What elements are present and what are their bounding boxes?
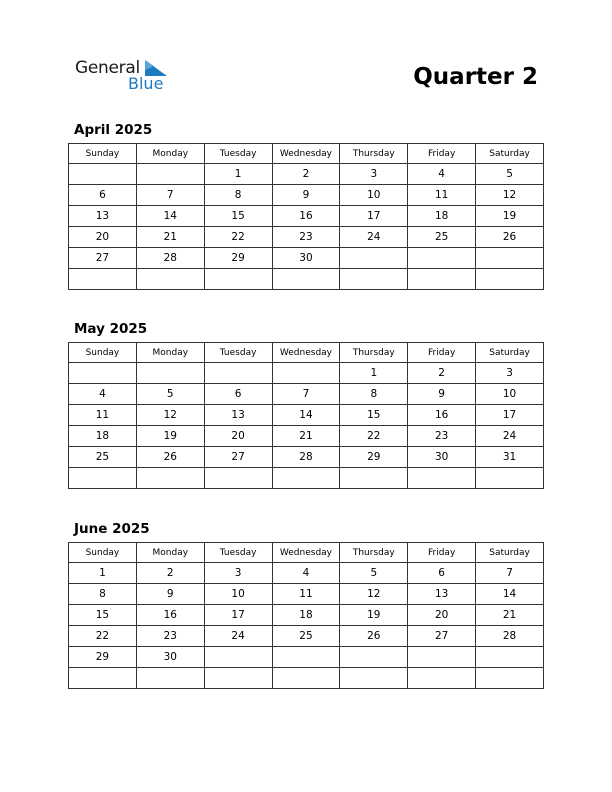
logo-text-blue: Blue (128, 74, 164, 93)
day-cell: 29 (340, 447, 408, 468)
day-cell (136, 164, 204, 185)
weekday-label: Tuesday (204, 343, 272, 363)
weekday-label: Sunday (69, 343, 137, 363)
day-cell (69, 363, 137, 384)
day-cell: 20 (408, 605, 476, 626)
week-row (69, 269, 544, 290)
day-cell (340, 647, 408, 668)
calendar-grid (68, 342, 544, 489)
weekday-label: Sunday (69, 144, 137, 164)
day-cell: 18 (69, 426, 137, 447)
day-cell: 1 (69, 563, 137, 584)
day-cell (476, 248, 544, 269)
day-cell (69, 269, 137, 290)
day-cell: 9 (272, 185, 340, 206)
weekday-header-row (69, 343, 544, 363)
month-title: June 2025 (74, 521, 150, 537)
calendar-grid (68, 143, 544, 290)
day-cell: 23 (136, 626, 204, 647)
day-cell: 28 (272, 447, 340, 468)
day-cell: 24 (204, 626, 272, 647)
day-cell: 22 (340, 426, 408, 447)
day-cell: 2 (272, 164, 340, 185)
day-cell (408, 248, 476, 269)
day-cell: 27 (204, 447, 272, 468)
day-cell (476, 647, 544, 668)
day-cell: 18 (408, 206, 476, 227)
week-row (69, 584, 544, 605)
day-cell (69, 668, 137, 689)
day-cell: 12 (476, 185, 544, 206)
weekday-label: Monday (136, 343, 204, 363)
day-cell: 19 (476, 206, 544, 227)
month-april (68, 121, 544, 290)
weekday-label: Saturday (476, 343, 544, 363)
week-row (69, 363, 544, 384)
day-cell: 2 (408, 363, 476, 384)
month-may (68, 320, 544, 489)
day-cell: 4 (408, 164, 476, 185)
day-cell: 19 (340, 605, 408, 626)
day-cell: 20 (69, 227, 137, 248)
day-cell: 10 (476, 384, 544, 405)
week-row (69, 468, 544, 489)
week-row (69, 227, 544, 248)
day-cell: 10 (204, 584, 272, 605)
day-cell (204, 647, 272, 668)
day-cell: 15 (69, 605, 137, 626)
day-cell (476, 468, 544, 489)
day-cell: 19 (136, 426, 204, 447)
day-cell: 20 (204, 426, 272, 447)
day-cell (272, 468, 340, 489)
day-cell: 7 (272, 384, 340, 405)
day-cell: 17 (340, 206, 408, 227)
weekday-label: Wednesday (272, 343, 340, 363)
day-cell: 26 (476, 227, 544, 248)
week-row (69, 405, 544, 426)
day-cell: 5 (136, 384, 204, 405)
weekday-label: Friday (408, 144, 476, 164)
day-cell: 8 (204, 185, 272, 206)
day-cell: 1 (340, 363, 408, 384)
week-row (69, 248, 544, 269)
day-cell: 4 (69, 384, 137, 405)
day-cell: 17 (204, 605, 272, 626)
day-cell: 5 (476, 164, 544, 185)
weekday-label: Wednesday (272, 543, 340, 563)
day-cell: 21 (136, 227, 204, 248)
week-row (69, 185, 544, 206)
day-cell (69, 468, 137, 489)
day-cell (204, 269, 272, 290)
weekday-header-row (69, 144, 544, 164)
day-cell: 9 (408, 384, 476, 405)
month-june (68, 520, 544, 689)
day-cell (136, 468, 204, 489)
day-cell: 21 (476, 605, 544, 626)
calendar-grid (68, 542, 544, 689)
day-cell: 11 (408, 185, 476, 206)
day-cell: 23 (408, 426, 476, 447)
day-cell: 22 (69, 626, 137, 647)
day-cell (340, 468, 408, 489)
logo-text-general: General (75, 58, 140, 78)
month-title: May 2025 (74, 321, 148, 337)
day-cell (272, 363, 340, 384)
day-cell: 14 (136, 206, 204, 227)
day-cell: 16 (272, 206, 340, 227)
day-cell: 12 (340, 584, 408, 605)
day-cell (204, 668, 272, 689)
day-cell: 8 (69, 584, 137, 605)
day-cell: 16 (408, 405, 476, 426)
day-cell: 30 (136, 647, 204, 668)
day-cell: 9 (136, 584, 204, 605)
day-cell: 15 (340, 405, 408, 426)
weekday-label: Tuesday (204, 144, 272, 164)
week-row (69, 384, 544, 405)
general-blue-logo (75, 58, 175, 94)
day-cell (204, 363, 272, 384)
day-cell (408, 647, 476, 668)
day-cell (408, 668, 476, 689)
day-cell (272, 668, 340, 689)
week-row (69, 668, 544, 689)
day-cell: 27 (408, 626, 476, 647)
day-cell: 23 (272, 227, 340, 248)
day-cell (136, 363, 204, 384)
day-cell: 11 (272, 584, 340, 605)
day-cell: 26 (340, 626, 408, 647)
day-cell: 13 (408, 584, 476, 605)
day-cell: 13 (204, 405, 272, 426)
day-cell: 13 (69, 206, 137, 227)
day-cell: 24 (340, 227, 408, 248)
weekday-label: Thursday (340, 144, 408, 164)
day-cell: 5 (340, 563, 408, 584)
day-cell: 25 (272, 626, 340, 647)
day-cell: 29 (204, 248, 272, 269)
week-row (69, 206, 544, 227)
day-cell: 31 (476, 447, 544, 468)
day-cell: 11 (69, 405, 137, 426)
weekday-label: Tuesday (204, 543, 272, 563)
day-cell: 12 (136, 405, 204, 426)
weekday-label: Saturday (476, 144, 544, 164)
day-cell (476, 269, 544, 290)
day-cell: 6 (204, 384, 272, 405)
day-cell: 27 (69, 248, 137, 269)
day-cell: 15 (204, 206, 272, 227)
day-cell: 17 (476, 405, 544, 426)
month-title: April 2025 (74, 122, 153, 138)
day-cell: 18 (272, 605, 340, 626)
weekday-label: Friday (408, 343, 476, 363)
weekday-label: Saturday (476, 543, 544, 563)
page-title: Quarter 2 (413, 64, 538, 90)
day-cell: 7 (476, 563, 544, 584)
week-row (69, 605, 544, 626)
day-cell: 30 (272, 248, 340, 269)
week-row (69, 164, 544, 185)
day-cell: 3 (204, 563, 272, 584)
day-cell (340, 269, 408, 290)
weekday-label: Thursday (340, 343, 408, 363)
day-cell (408, 468, 476, 489)
day-cell: 24 (476, 426, 544, 447)
day-cell: 28 (136, 248, 204, 269)
weekday-label: Friday (408, 543, 476, 563)
day-cell (340, 248, 408, 269)
weekday-label: Sunday (69, 543, 137, 563)
day-cell (136, 269, 204, 290)
week-row (69, 447, 544, 468)
day-cell (136, 668, 204, 689)
day-cell: 28 (476, 626, 544, 647)
day-cell: 26 (136, 447, 204, 468)
day-cell: 4 (272, 563, 340, 584)
day-cell: 30 (408, 447, 476, 468)
weekday-label: Thursday (340, 543, 408, 563)
day-cell: 10 (340, 185, 408, 206)
week-row (69, 647, 544, 668)
day-cell: 16 (136, 605, 204, 626)
day-cell: 2 (136, 563, 204, 584)
week-row (69, 626, 544, 647)
day-cell (204, 468, 272, 489)
weekday-header-row (69, 543, 544, 563)
day-cell (408, 269, 476, 290)
day-cell: 3 (340, 164, 408, 185)
weekday-label: Monday (136, 144, 204, 164)
day-cell: 21 (272, 426, 340, 447)
weekday-label: Monday (136, 543, 204, 563)
week-row (69, 426, 544, 447)
day-cell: 1 (204, 164, 272, 185)
day-cell: 3 (476, 363, 544, 384)
day-cell (476, 668, 544, 689)
day-cell: 14 (476, 584, 544, 605)
day-cell: 25 (408, 227, 476, 248)
day-cell: 6 (69, 185, 137, 206)
week-row (69, 563, 544, 584)
day-cell: 8 (340, 384, 408, 405)
day-cell (272, 647, 340, 668)
day-cell: 25 (69, 447, 137, 468)
day-cell: 29 (69, 647, 137, 668)
day-cell: 22 (204, 227, 272, 248)
day-cell: 14 (272, 405, 340, 426)
day-cell (69, 164, 137, 185)
day-cell: 6 (408, 563, 476, 584)
weekday-label: Wednesday (272, 144, 340, 164)
day-cell (272, 269, 340, 290)
day-cell (340, 668, 408, 689)
day-cell: 7 (136, 185, 204, 206)
